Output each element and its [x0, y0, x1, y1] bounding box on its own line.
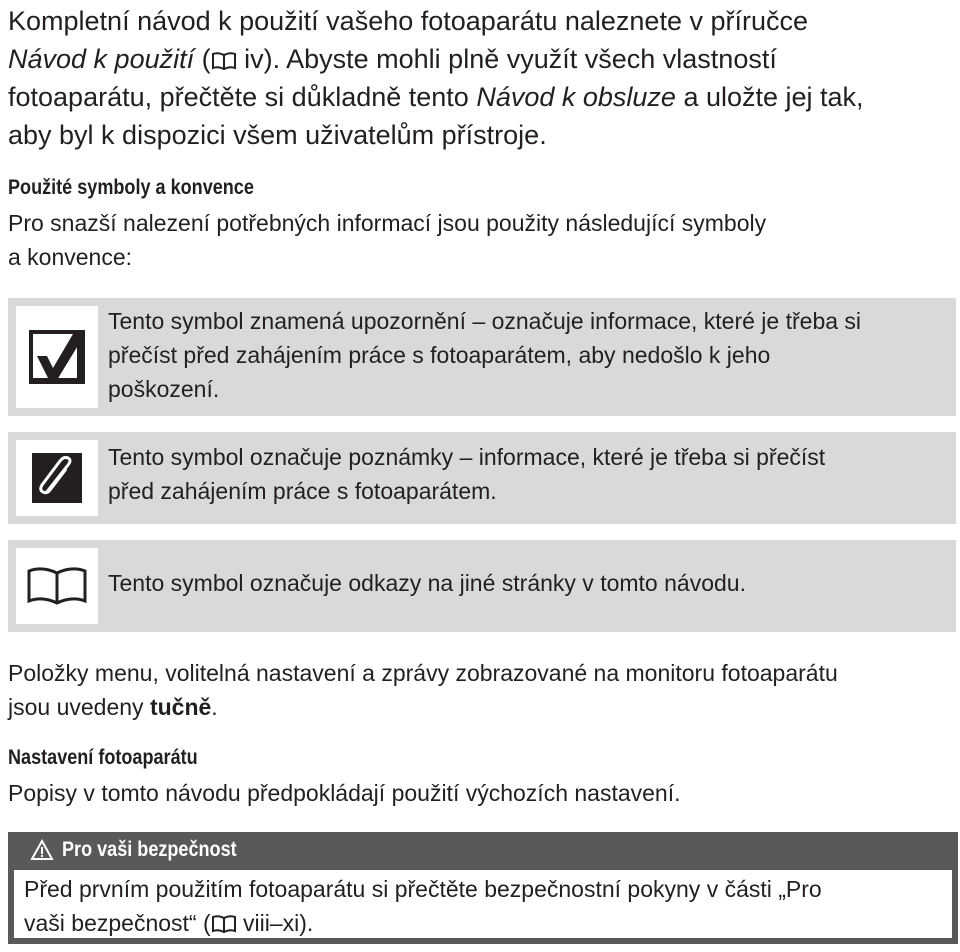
- intro-line-4: aby byl k dispozici všem uživatelům přístroje.: [8, 120, 547, 150]
- intro-line-2-rest: iv). Abyste mohli plně využít všech vlastností: [236, 44, 777, 74]
- paperclip-icon: [32, 453, 82, 503]
- intro-paren: (: [194, 44, 211, 74]
- safety-line-2-b: viii–xi).: [236, 910, 314, 936]
- manual-title-2: Návod k obsluze: [476, 82, 676, 112]
- intro-line-3: [8, 78, 958, 116]
- menu-note-line-2: [8, 690, 953, 724]
- check-icon: [29, 330, 85, 384]
- safety-line-2-a: vaši bezpečnost“ (: [24, 910, 211, 936]
- reference-text: Tento symbol označuje odkazy na jiné stránky v tomto návodu.: [108, 570, 746, 596]
- safety-box: [8, 832, 958, 944]
- caution-text-line-3: poškození.: [108, 376, 220, 402]
- safety-body: [14, 870, 952, 938]
- manual-title: Návod k použití: [8, 44, 195, 74]
- symbols-intro-line-2: a konvence:: [8, 244, 133, 270]
- menu-note-line-2-a: jsou uvedeny: [8, 694, 150, 720]
- intro-line-2: [8, 40, 958, 78]
- note-box: [8, 432, 956, 524]
- reference-icon-cell: [16, 548, 98, 624]
- intro-line-3-a: fotoaparátu, přečtěte si důkladně tento: [8, 82, 477, 112]
- symbols-intro-line-1: Pro snazší nalezení potřebných informací jsou použity následující symboly: [8, 210, 767, 236]
- safety-line-2: [24, 906, 942, 940]
- intro-line-3-b: a uložte jej tak,: [675, 82, 864, 112]
- caution-text-line-2: přečíst před zahájením práce s fotoaparátem, aby nedošlo k jeho: [108, 342, 771, 368]
- safety-header: [30, 838, 265, 862]
- warning-icon: [30, 839, 54, 861]
- caution-text-line-1: Tento symbol znamená upozornění – označuje informace, které je třeba si: [108, 308, 862, 334]
- book-icon: [211, 51, 237, 71]
- note-text-line-2: před zahájením práce s fotoaparátem.: [108, 478, 497, 504]
- menu-note: [8, 656, 953, 724]
- symbols-intro: [8, 206, 953, 274]
- note-text-line-1: Tento symbol označuje poznámky – informace, které je třeba si přečíst: [108, 444, 826, 470]
- reference-box: [8, 540, 956, 632]
- bold-example: tučně: [149, 694, 212, 720]
- book-icon: [26, 566, 88, 606]
- menu-note-line-2-b: .: [211, 694, 218, 720]
- camera-settings-text: Popisy v tomto návodu předpokládají použití výchozích nastavení.: [8, 780, 681, 806]
- note-icon-cell: [16, 440, 98, 516]
- intro-paragraph: [8, 2, 958, 154]
- book-icon: [211, 914, 237, 934]
- caution-icon-cell: [16, 306, 98, 408]
- camera-settings-heading: Nastavení fotoaparátu: [8, 746, 198, 769]
- symbols-heading: Použité symboly a konvence: [8, 176, 254, 199]
- note-text: [108, 440, 946, 508]
- caution-text: [108, 304, 946, 406]
- caution-box: [8, 298, 956, 416]
- safety-heading: Pro vaši bezpečnost: [62, 838, 237, 861]
- intro-line-1: Kompletní návod k použití vašeho fotoaparátu naleznete v příručce: [8, 6, 808, 36]
- menu-note-line-1: Položky menu, volitelná nastavení a zprávy zobrazované na monitoru fotoaparátu: [8, 660, 838, 686]
- safety-line-1: Před prvním použitím fotoaparátu si přečtěte bezpečnostní pokyny v části „Pro: [24, 876, 822, 902]
